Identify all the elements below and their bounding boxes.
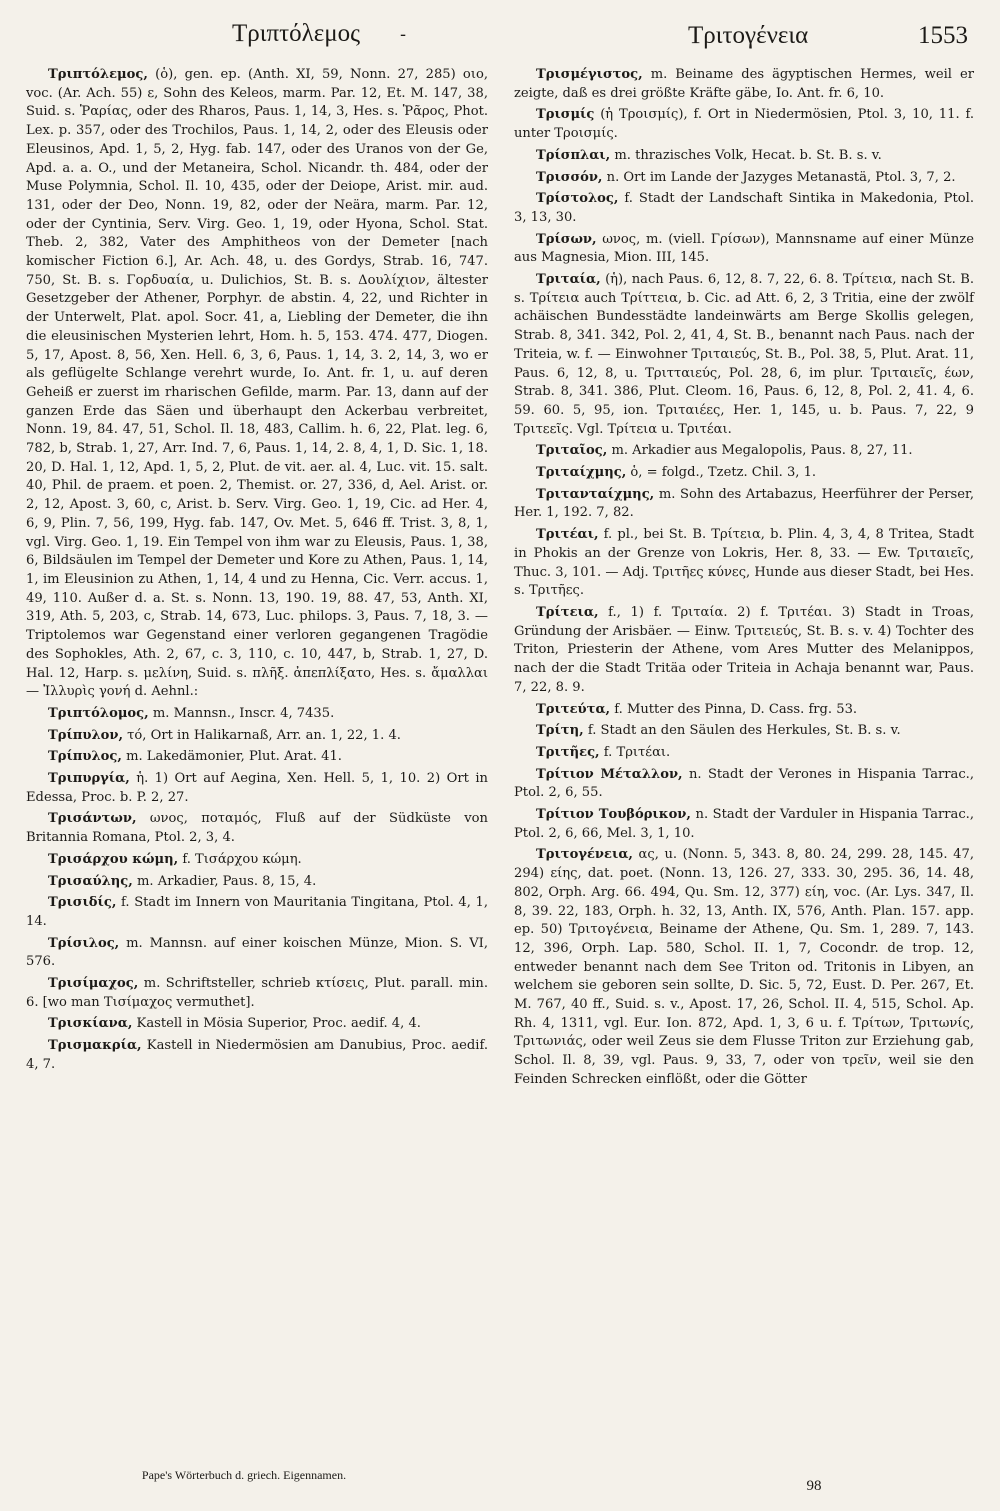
dictionary-entry: [26, 770, 488, 807]
entry-headword: Τρισάρχου κώμη,: [48, 851, 179, 867]
entry-headword: Τρίσιλος,: [48, 935, 120, 951]
entry-headword: Τρισμακρία,: [48, 1038, 142, 1054]
dictionary-entry: [26, 851, 488, 870]
entry-body: (ὁ), gen. ep. (Anth. XI, 59, Nonn. 27, 285) οιο, voc. (Ar. Ach. 55) ε, Sohn des Keleos, marm. Par. 12, Et. M. 147, 38, Suid. s. Ῥαρίας, oder des Rharos, Paus. 1, 14, 3, Hes. s. Ῥᾶρος, Phot. Lex. p. 357, oder des Trochilos, Paus. 1, 14, 2, oder des Eleusis oder Eleusinos, Apd. 1, 5, 2, Hyg. fab. 147, oder des Uranos von der Ge, Apd. a. a. O., und der Metaneira, Schol. Nicandr. th. 484, oder der Muse Polymnia, Schol. Il. 10, 435, oder der Deiope, Arist. mir. aud. 131, oder der Deo, Nonn. 19, 82, oder der Neära, marm. Par. 12, oder der Cyntinia, Serv. Virg. Geo. 1, 19, oder Hyona, Schol. Stat. Theb. 2, 382, Vater des Amphitheos von der Demeter [nach komischer Fiction 6.], Ar. Ach. 48, u. des Gordys, Strab. 16, 747. 750, St. B. s. Γορδυαία, u. Dulichios, St. B. s. Δουλίχιον, ältester Gesetzgeber der Athener, Porphyr. de abstin. 4, 22, und Richter in der Unterwelt, Plat. apol. Socr. 41, a, Liebling der Demeter, die ihn die eleusinischen Mysterien lehrt, Hom. h. 5, 153. 474. 477, Diogen. 5, 17, Apost. 8, 56, Xen. Hell. 6, 3, 6, Paus. 1, 14, 3. 2, 14, 3, wo er als geflügelte Schlange verehrt wurde, Io. Ant. fr. 1, u. auf deren Geheiß er zuerst im rharischen Gefilde, marm. Par. 13, dann auf der ganzen Erde das Säen und überhaupt den Ackerbau verbreitet, Nonn. 19, 84. 47, 51, Schol. Il. 18, 483, Callim. h. 6, 22, Plat. leg. 6, 782, b, Strab. 1, 27, Arr. Ind. 7, 6, Paus. 1, 14, 2. 8, 4, 1, D. Sic. 1, 18. 20, D. Hal. 1, 12, Apd. 1, 5, 2, Plut. de vit. aer. al. 4, Luc. vit. 15. salt. 40, Phil. de praem. et poen. 2, Themist. or. 27, 336, d, Ael. Arist. or. 2, 12, Apost. 3, 60, c, Arist. b. Serv. Virg. Geo. 1, 19, Cic. ad Her. 4, 6, 9, Plin. 7, 56, 199, Hyg. fab. 147, Ov. Met. 5, 646 ff. Trist. 3, 8, 1, vgl. Virg. Geo. 1, 19. Ein Tempel von ihm war zu Eleusis, Paus. 1, 38, 6, Bildsäulen im Tempel der Demeter und Kore zu Athen, Paus. 1, 14, 1, im Eleusinion zu Athen, 1, 14, 4 und zu Henna, Cic. Verr. accus. 1, 49, 110. Außer d. a. St. s. Nonn. 13, 190. 19, 88. 47, 53, Anth. XI, 319, Ath. 5, 203, c, Strab. 14, 673, Luc. philops. 3, Paus. 7, 18, 3. — Triptolemos war Gegenstand einer verloren gegangenen Tragödie des Sophokles, Ath. 2, 67, c. 3, 110, c. 10, 447, b, Strab. 1, 27, D. Hal. 12, Harp. s. μελίνη, Suid. s. πλῆξ. ἀπεπλίξατο, Hes. s. ἄμαλλαι — Ἰλλυρὶς γονή d. Aehnl.:: [26, 67, 488, 700]
entry-body: m. Beiname des ägyptischen Hermes, weil er zeigte, daß es drei größte Kräfte gäbe, Io. Ant. fr. 6, 10.: [514, 67, 974, 101]
entry-body: m. Mannsn., Inscr. 4, 7435.: [148, 705, 335, 721]
entry-body: m. Arkadier aus Megalopolis, Paus. 8, 27, 11.: [607, 443, 913, 459]
entry-body: m. Mannsn. auf einer koischen Münze, Mion. S. VI, 576.: [26, 935, 488, 970]
entry-body: f., 1) f. Τριταία. 2) f. Τριτέαι. 3) Stadt in Troas, Gründung der Arisbäer. — Einw. Τριτειεύς, St. B. s. v. 4) Tochter des Triton, Priesterin der Athene, vom Ares Mutter des Melanippos, nach der die Stadt Tritäa oder Triteia in Achaja benannt war, Paus. 7, 22, 8. 9.: [514, 604, 974, 695]
entry-headword: Τρίπυλον,: [48, 727, 124, 743]
entry-body: τό, Ort in Halikarnaß, Arr. an. 1, 22, 1. 4.: [123, 727, 401, 743]
dictionary-entry: [26, 894, 488, 931]
dictionary-entry: [514, 846, 974, 1089]
dictionary-entry: [514, 722, 974, 741]
entry-headword: Τριτῆες,: [536, 744, 600, 760]
dictionary-entry: [26, 873, 488, 892]
header-right-word: Τριτογένεια: [688, 22, 809, 49]
entry-headword: Τριπτόλεμος,: [48, 67, 148, 82]
entry-body: Kastell in Niedermösien am Danubius, Proc. aedif. 4, 7.: [26, 1038, 488, 1072]
entry-headword: Τρίτιον Μέταλλον,: [536, 766, 683, 782]
dictionary-entry: [514, 486, 974, 523]
entry-body: ας, u. (Nonn. 5, 343. 8, 80. 24, 299. 28, 145. 47, 294) είης, dat. poet. (Nonn. 13, 126. 27, 333. 30, 295. 36, 14. 48, 802, Orph. Arg. 66. 494, Qu. Sm. 12, 377) είη, voc. (Ar. Lys. 347, Il. 8, 39. 22, 183, Orph. h. 32, 13, Anth. IX, 576, Anth. Plan. 157. app. ep. 50) Τριτογένεια, Beiname der Athene, Qu. Sm. 1, 289. 7, 143. 12, 396, Orph. Lap. 580, Schol. II. 1, 7, Cocondr. de trop. 12, entweder benannt nach dem See Triton od. Tritonis in Libyen, an welchem sie geboren sein sollte, D. Sic. 5, 72, Eust. D. Per. 267, Et. M. 767, 40 ff., Suid. s. v., Apost. 17, 26, Schol. II. 4, 515, Schol. Ap. Rh. 4, 1311, vgl. Eur. Ion. 872, Apd. 1, 3, 6 u. f. Τρίτων, Τριτωνίς, Τριτωνιάς, oder weil Zeus sie dem Flusse Triton zur Erziehung gab, Schol. Il. 8, 39, vgl. Paus. 9, 33, 7, oder von τρεῖν, weil sie den Feinden Schrecken einflößt, oder die Götter: [514, 847, 974, 1087]
dictionary-entry: [514, 744, 974, 763]
dictionary-entry: [514, 147, 974, 166]
entry-headword: Τρίστολος,: [536, 191, 619, 207]
entry-body: f. Stadt an den Säulen des Herkules, St. B. s. v.: [583, 723, 901, 739]
header-left-word: Τριπτόλεμος: [232, 20, 361, 47]
dictionary-entry: [26, 935, 488, 972]
entry-headword: Τρισμίς: [536, 107, 595, 123]
entry-body: ἡ. 1) Ort auf Aegina, Xen. Hell. 5, 1, 10. 2) Ort in Edessa, Proc. b. P. 2, 27.: [26, 771, 488, 805]
entry-body: f. Mutter des Pinna, D. Cass. frg. 53.: [610, 701, 858, 717]
entry-body: m. Arkadier, Paus. 8, 15, 4.: [132, 873, 317, 889]
entry-headword: Τριτανταίχμης,: [536, 486, 655, 502]
dictionary-entry: [514, 231, 974, 268]
dictionary-entry: [514, 106, 974, 143]
entry-body: Kastell in Mösia Superior, Proc. aedif. 4, 4.: [132, 1016, 421, 1032]
entry-headword: Τριτεύτα,: [536, 701, 611, 717]
dictionary-entry: [514, 66, 974, 103]
entry-body: ωνος, ποταμός, Fluß auf der Südküste von Britannia Romana, Ptol. 2, 3, 4.: [26, 811, 488, 846]
entry-headword: Τρίσων,: [536, 231, 597, 247]
entry-headword: Τρισκίανα,: [48, 1016, 133, 1032]
dictionary-entry: [514, 604, 974, 698]
dictionary-entry: [514, 190, 974, 227]
publisher-footnote: Pape's Wörterbuch d. griech. Eigennamen.: [141, 1468, 347, 1482]
dictionary-entry: [514, 442, 974, 461]
dictionary-entry: [514, 464, 974, 483]
entry-headword: Τριταῖος,: [536, 443, 608, 459]
entry-headword: Τριταία,: [536, 272, 601, 288]
entry-body: n. Stadt der Varduler in Hispania Tarrac., Ptol. 2, 6, 66, Mel. 3, 1, 10.: [514, 807, 974, 841]
entry-headword: Τριτογένεια,: [536, 847, 633, 863]
entry-body: f. Τριτέαι.: [599, 744, 671, 760]
page-number: 1553: [918, 22, 968, 49]
dictionary-entry: [514, 701, 974, 720]
entry-body: n. Stadt der Verones in Hispania Tarrac., Ptol. 2, 6, 55.: [514, 766, 974, 801]
entry-headword: Τρισάντων,: [48, 811, 137, 827]
dictionary-entry: [26, 1037, 488, 1074]
entry-headword: Τριτέαι,: [536, 527, 599, 543]
entry-headword: Τρίτη,: [536, 723, 584, 739]
dictionary-entry: [514, 169, 974, 188]
entry-body: (ἡ Τροισμίς), f. Ort in Niedermösien, Ptol. 3, 10, 11. f. unter Τροισμίς.: [514, 107, 974, 142]
dictionary-entry: [26, 810, 488, 847]
entry-headword: Τρισιδίς,: [48, 895, 117, 911]
entry-headword: Τρίσπλαι,: [536, 147, 611, 163]
entry-headword: Τριταίχμης,: [536, 465, 627, 481]
entry-body: f. pl., bei St. B. Τρίτεια, b. Plin. 4, 3, 4, 8 Tritea, Stadt in Phokis an der Grenze von Lokris, Her. 8, 33. — Ew. Τριταιεῖς, Thuc. 3, 101. — Adj. Τριτῆες κύνες, Hunde aus dieser Stadt, bei Hes. s. Τριτῆες.: [514, 527, 974, 599]
entry-body: ωνος, m. (viell. Γρίσων), Mannsname auf einer Münze aus Magnesia, Mion. III, 145.: [514, 231, 974, 266]
dictionary-entry: [514, 806, 974, 843]
entry-body: m. Sohn des Artabazus, Heerführer der Perser, Her. 1, 192. 7, 82.: [514, 486, 974, 521]
entry-body: m. Schriftsteller, schrieb κτίσεις, Plut. parall. min. 6. [wo man Τισίμαχος vermuthet].: [26, 976, 488, 1010]
entry-headword: Τρίπυλος,: [48, 749, 122, 765]
entry-body: f. Τισάρχου κώμη.: [178, 851, 302, 867]
entry-headword: Τρισσόν,: [536, 169, 603, 185]
dictionary-entry: [26, 66, 488, 702]
entry-headword: Τρισίμαχος,: [48, 976, 139, 992]
entry-headword: Τρίτεια,: [536, 604, 599, 620]
entry-body: f. Stadt der Landschaft Sintika in Makedonia, Ptol. 3, 13, 30.: [514, 191, 974, 225]
entry-body: f. Stadt im Innern von Mauritania Tingitana, Ptol. 4, 1, 14.: [26, 895, 488, 929]
left-column: [26, 66, 488, 1078]
dictionary-entry: [26, 748, 488, 767]
entry-body: m. thrazisches Volk, Hecat. b. St. B. s. v.: [610, 147, 882, 163]
entry-headword: Τρίτιον Τουβόρικον,: [536, 807, 691, 823]
dictionary-entry: [514, 271, 974, 439]
entry-body: (ἡ), nach Paus. 6, 12, 8. 7, 22, 6. 8. Τρίτεια, nach St. B. s. Τρίτεια auch Τρίττεια, b. Cic. ad Att. 6, 2, 3 Tritia, eine der zwölf achäischen Bundesstädte landeinwärts am Berge Skollis gelegen, Strab. 8, 341. 342, Pol. 2, 41, 4, St. B., benannt nach Paus. nach der Triteia, w. f. — Einwohner Τριταιεύς, St. B., Pol. 38, 5, Plut. Arat. 11, Paus. 6, 12, 8, u. Τριτταιεύς, Pol. 28, 6, im plur. Τριταιεῖς, έων, Strab. 8, 341. 386, Plut. Cleom. 16, Paus. 6, 12, 8, Pol. 2, 41. 4, 6. 59. 60. 5, 95, ion. Τριταιέες, Her. 1, 145, u. b. Paus. 7, 22, 9 Τριτεεῖς. Vgl. Τρίτεια u. Τριτέαι.: [514, 272, 974, 437]
entry-headword: Τρισμέγιστος,: [536, 67, 643, 82]
entry-headword: Τριπτόλομος,: [48, 705, 149, 721]
dictionary-entry: [26, 975, 488, 1012]
dictionary-entry: [514, 766, 974, 803]
entry-headword: Τρισαύλης,: [48, 873, 133, 889]
dictionary-entry: [26, 705, 488, 724]
dictionary-entry: [514, 526, 974, 601]
entry-body: ὁ, = folgd., Tzetz. Chil. 3, 1.: [626, 465, 817, 481]
entry-headword: Τριπυργία,: [48, 771, 130, 787]
header-center-mark: -: [400, 24, 407, 45]
entry-body: n. Ort im Lande der Jazyges Metanastä, Ptol. 3, 7, 2.: [602, 169, 956, 185]
running-header: [0, 18, 1000, 58]
sheet-number: 98: [806, 1478, 822, 1494]
dictionary-entry: [26, 1015, 488, 1034]
entry-body: m. Lakedämonier, Plut. Arat. 41.: [121, 749, 342, 765]
dictionary-entry: [26, 727, 488, 746]
right-column: [514, 66, 974, 1093]
